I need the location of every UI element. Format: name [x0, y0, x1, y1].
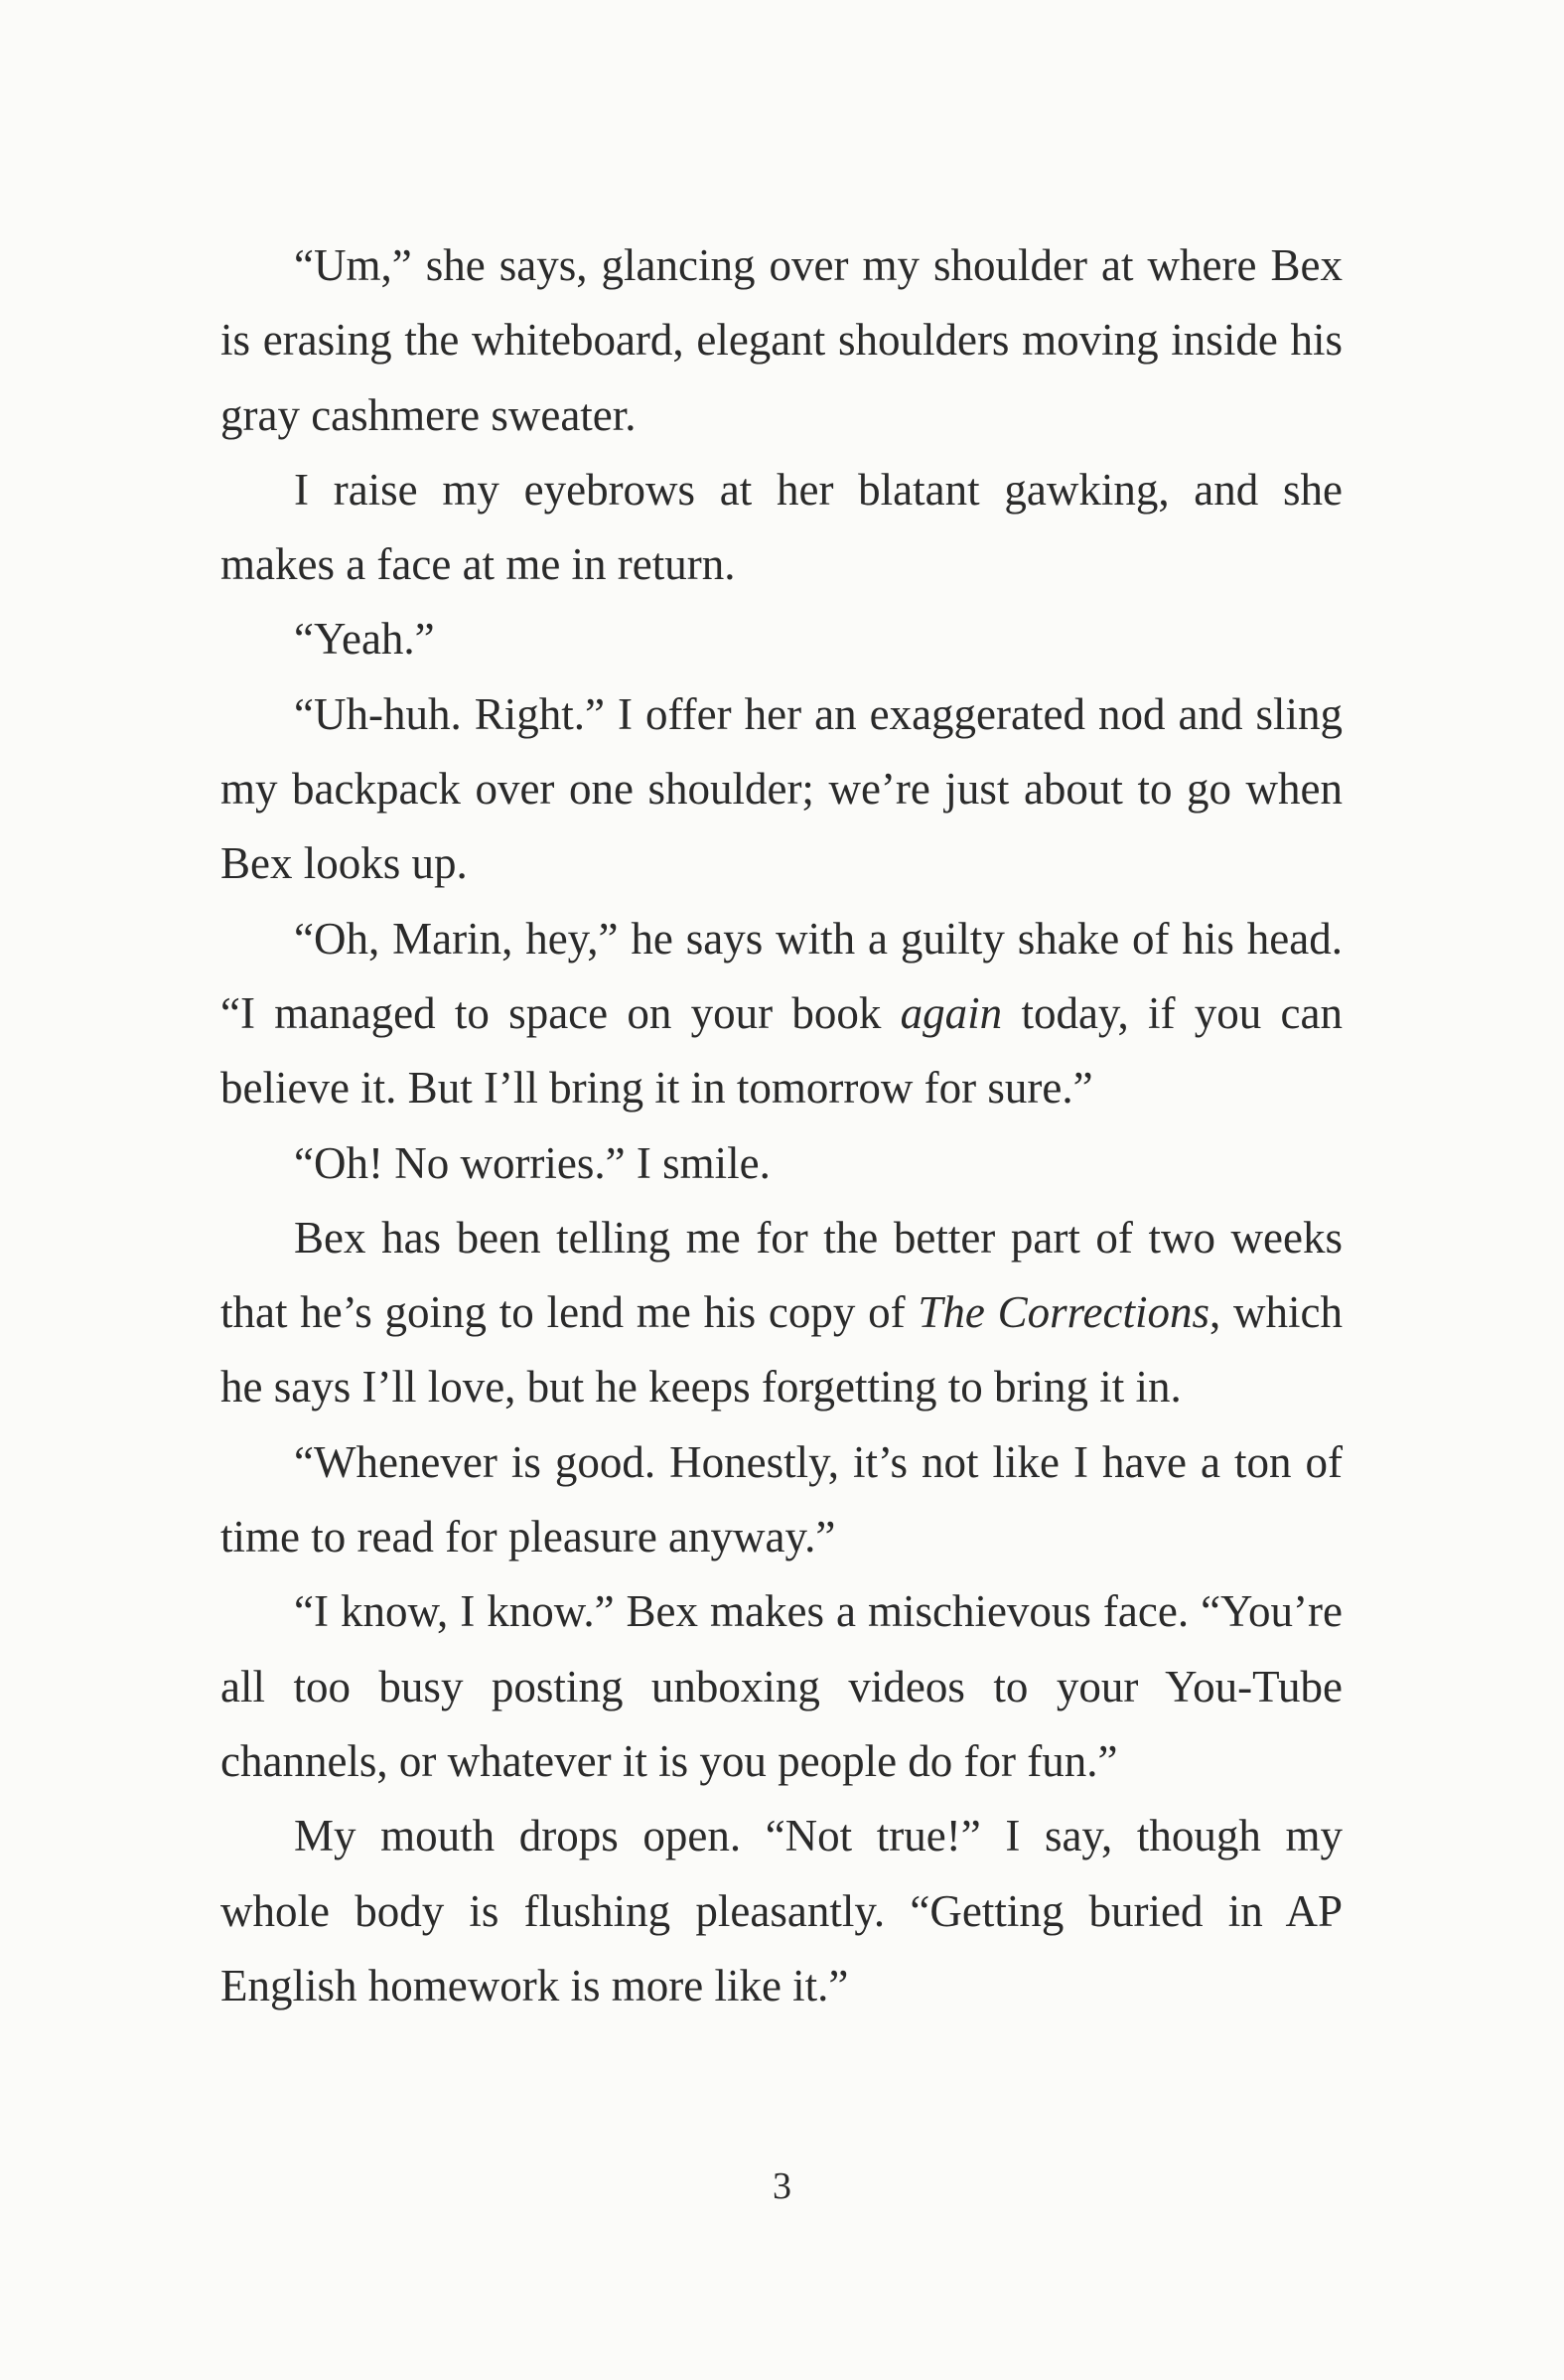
text-segment: today, if you can believe it. But I’ll bring it in tomorrow for sure.”	[220, 987, 1343, 1114]
paragraph-9	[220, 1574, 1343, 1799]
text-segment: , which he says I’ll love, but he keeps forgetting to bring it in.	[220, 1287, 1343, 1413]
text-segment: I raise my eyebrows at her blatant gawking, and she makes a face at me in return.	[220, 464, 1343, 590]
page-number: 3	[773, 2165, 791, 2207]
text-segment: “Whenever is good. Honestly, it’s not like I have a ton of time to read for pleasure anyway.”	[220, 1436, 1343, 1562]
paragraph-7	[220, 1201, 1343, 1425]
text-segment: “I know, I know.” Bex makes a mischievous face. “You’re all too busy posting unboxing videos to your You-Tube channels, or whatever it is you people do for fun.”	[220, 1586, 1343, 1786]
paragraph-4	[220, 677, 1343, 902]
paragraph-5	[220, 902, 1343, 1126]
text-segment: “Yeah.”	[294, 614, 435, 665]
paragraph-6	[220, 1126, 1343, 1201]
text-segment: “Oh! No worries.” I smile.	[294, 1137, 771, 1188]
paragraph-8	[220, 1425, 1343, 1575]
paragraph-3	[220, 602, 1343, 676]
text-segment: My mouth drops open. “Not true!” I say, though my whole body is flushing pleasantly. “Getting buried in AP English homework is more like it.”	[220, 1811, 1343, 2010]
italic-text-segment: The Corrections	[918, 1287, 1209, 1338]
paragraph-10	[220, 1799, 1343, 2023]
italic-text-segment: again	[900, 987, 1003, 1038]
body-text	[220, 228, 1343, 2023]
paragraph-2	[220, 453, 1343, 603]
text-segment: “Oh, Marin, hey,” he says with a guilty shake of his head. “I managed to space on your book	[220, 913, 1343, 1038]
text-segment: “Um,” she says, glancing over my shoulder at where Bex is erasing the whiteboard, elegant shoulders moving inside his gray cashmere sweater.	[220, 240, 1343, 440]
text-segment: Bex has been telling me for the better part of two weeks that he’s going to lend me his copy of	[220, 1212, 1343, 1338]
text-segment: “Uh-huh. Right.” I offer her an exaggerated nod and sling my backpack over one shoulder; we’re just about to go when Bex looks up.	[220, 688, 1343, 889]
paragraph-1	[220, 228, 1343, 453]
